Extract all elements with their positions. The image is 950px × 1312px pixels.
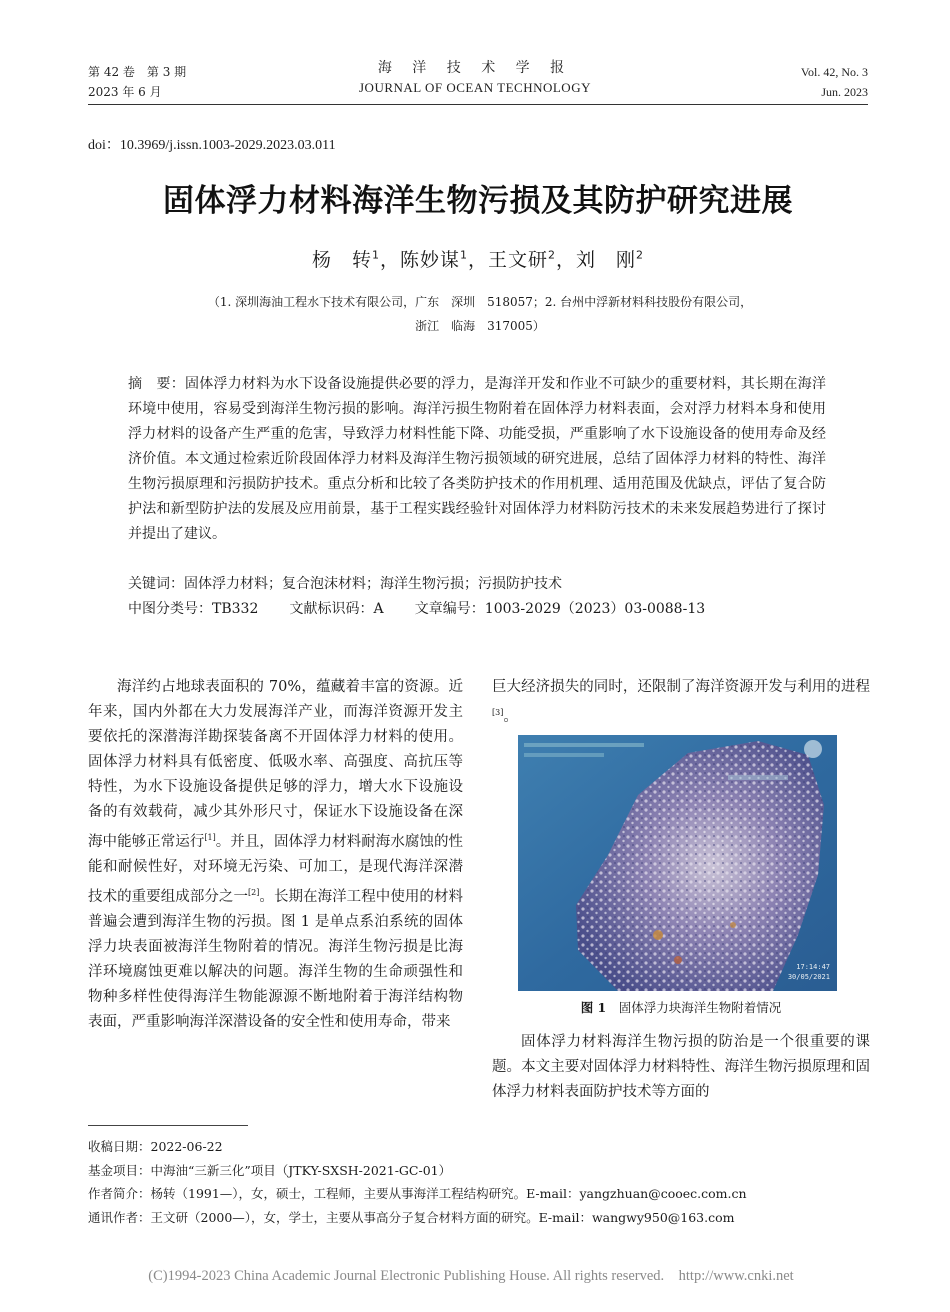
keywords-label: 关键词： [128,576,184,592]
classification-line [128,597,705,622]
body-right-column-top [492,675,870,730]
body-right-column-bottom [492,1030,870,1105]
abstract [128,372,826,547]
affiliation-line: 浙江 临海 317005） [415,319,545,333]
body-text: 。长期在海洋工程中使用的材料普遍会遭到海洋生物的污损。图 1 是单点系泊系统的固体浮力块表面被海洋生物附着的情况。海洋生物污损是比海洋环境腐蚀更难以解决的问题。海洋生物的生命顽强性和物种多样性使得海洋生物能源源不断地附着于海洋结构物表面，严重影响海洋深潜设备的安全性和使用寿命，带来 [88,888,464,1030]
author-aff-mark: 2 [636,248,645,262]
header-right [801,62,868,102]
date-en: Jun. 2023 [821,85,868,99]
corresponding-author: 通讯作者：王文研（2000—），女，学士，主要从事高分子复合材料方面的研究。E-mail：wangwy950@163.com [88,1209,735,1225]
affiliations [150,290,810,338]
abstract-label: 摘 要： [128,376,185,392]
doi[interactable]: doi：10.3969/j.issn.1003-2029.2023.03.011 [88,138,336,153]
author-aff-mark: 1 [371,248,380,262]
author-aff-mark: 1 [459,248,468,262]
abstract-text: 固体浮力材料为水下设备设施提供必要的浮力，是海洋开发和作业不可缺少的重要材料，其长期在海洋环境中使用，容易受到海洋生物污损的影响。海洋污损生物附着在固体浮力材料表面，会对浮力材料本身和使用浮力材料的设备产生严重的危害，导致浮力材料性能下降、功能受损，严重影响了水下设施设备的使用寿命及经济价值。本文通过检索近阶段固体浮力材料及海洋生物污损领域的研究进展，总结了固体浮力材料的特性、海洋生物污损原理和污损防护技术。重点分析和比较了各类防护技术的作用机理、适用范围及优缺点，评估了复合防护法和新型防护法的发展及应用前景，基于工程实践经验针对固体浮力材料防污技术的未来发展趋势进行了探讨并提出了建议。 [128,376,826,542]
author-bio: 作者简介：杨转（1991—），女，硕士，工程师，主要从事海洋工程结构研究。E-mail：yangzhuan@cooec.com.cn [88,1186,747,1201]
body-left-column [88,675,463,1035]
photo-timestamp-time: 17:14:47 [796,963,830,971]
figure-caption [492,998,870,1016]
body-text: 。 [503,708,518,725]
clc-code: TB332 [212,601,259,617]
article-title: 固体浮力材料海洋生物污损及其防护研究进展 [163,183,793,219]
body-text: 固体浮力材料海洋生物污损的防治是一个很重要的课题。本文主要对固体浮力材料特性、海洋生物污损原理和固体浮力材料表面防护技术等方面的 [492,1034,870,1100]
figure-caption-text: 固体浮力块海洋生物附着情况 [606,1000,782,1015]
date-cn: 2023 年 6 月 [88,85,162,99]
journal-name-cn: 海 洋 技 术 学 报 [377,60,573,76]
header-rule [88,104,868,105]
figure-1-image [518,735,837,991]
affiliation-line: （1. 深圳海油工程水下技术有限公司，广东 深圳 518057；2. 台州中浮新材料科技股份有限公司， [207,295,753,309]
article-number: 1003-2029（2023）03-0088-13 [484,601,706,617]
doc-code: A [373,601,384,617]
author-list: 杨 转$^1$，陈妙谋$^1$，王文研$^2$，刘 刚$^2$ [311,248,645,271]
citation-ref[interactable]: [3] [492,708,504,717]
citation-ref[interactable]: [2] [248,887,260,897]
header-center [300,58,650,98]
footnotes [88,1135,747,1229]
keywords [128,572,562,597]
biofouling-photo [518,735,837,991]
author-name: 陈妙谋 [399,249,460,271]
author-name: 杨 转 [311,249,372,271]
body-text: 。并且，固体浮力材料耐海水腐蚀的性能和耐候性好，对环境无污染、可加工，是现代海洋深潜技术的重要组成部分之一 [88,833,464,905]
volume-issue-en: Vol. 42, No. 3 [800,65,868,79]
received-date: 收稿日期：2022-06-22 [88,1139,223,1154]
article-number-label: 文章编号： [414,601,485,617]
clc-label: 中图分类号： [128,601,212,617]
journal-name-en: JOURNAL OF OCEAN TECHNOLOGY [359,80,591,95]
volume-issue-cn: 第 42 卷 第 3 期 [88,65,187,79]
doc-code-label: 文献标识码： [289,601,374,617]
author-aff-mark: 2 [548,248,557,262]
footnote-rule [88,1125,248,1126]
body-text: 巨大经济损失的同时，还限制了海洋资源开发与利用的进程 [492,679,870,695]
body-text: 海洋约占地球表面积的 70%，蕴藏着丰富的资源。近年来，国内外都在大力发展海洋产业，而海洋资源开发主要依托的深潜海洋勘探装备离不开固体浮力材料的使用。固体浮力材料具有低密度、低吸水率、高强度、高抗压等特性，为水下设施设备提供足够的浮力，增大水下设施设备的有效载荷，减少其外形尺寸，保证水下设施设备在深海中能够正常运行 [88,679,463,850]
keywords-text: 固体浮力材料；复合泡沫材料；海洋生物污损；污损防护技术 [184,576,562,592]
author-name: 刘 刚 [576,249,637,271]
figure-number: 图 1 [580,1000,607,1015]
citation-ref[interactable]: [1] [204,833,216,842]
funding: 基金项目：中海油“三新三化”项目（JTKY-SXSH-2021-GC-01） [88,1162,452,1178]
photo-timestamp-date: 30/05/2021 [787,973,830,981]
copyright-notice: (C)1994-2023 China Academic Journal Electronic Publishing House. All rights reserved. http://www.cnki.net [148,1268,794,1284]
author-name: 王文研 [488,249,549,271]
header-left [88,62,186,102]
